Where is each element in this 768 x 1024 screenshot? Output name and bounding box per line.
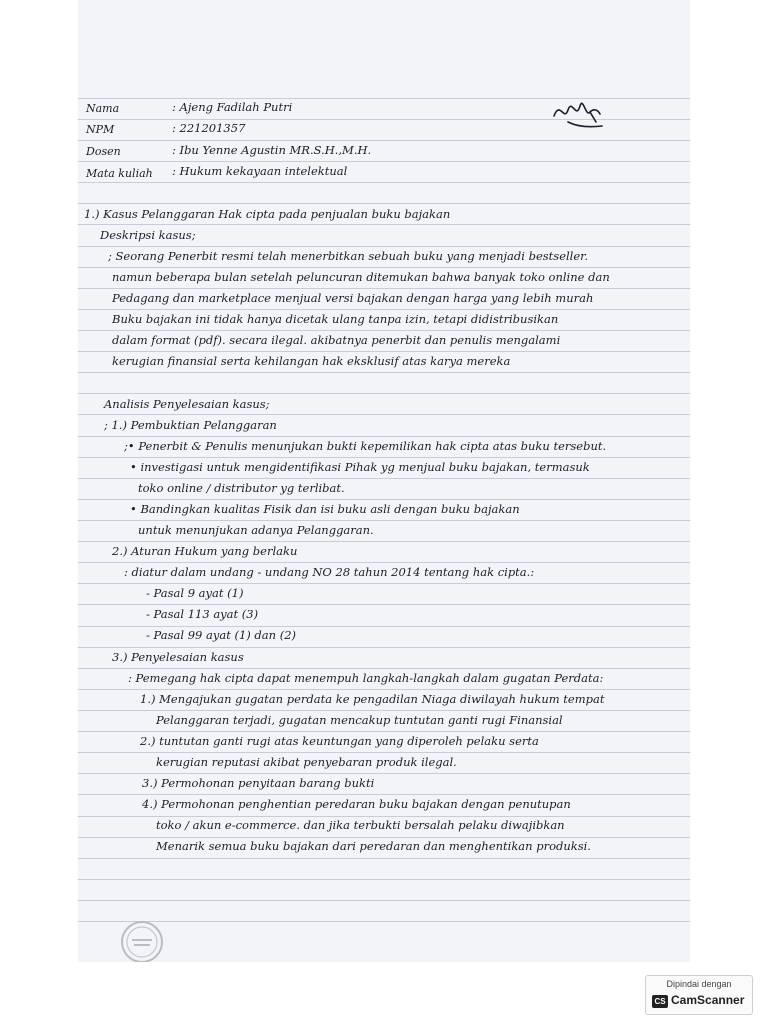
settlement-step: 3.) Permohonan penyitaan barang bukti	[142, 776, 375, 790]
ruled-line	[78, 794, 690, 795]
ruled-line	[78, 710, 690, 711]
settlement-step: 4.) Permohonan penghentian peredaran buku bajakan dengan penutupan	[142, 797, 571, 811]
analysis-item-heading: 2.) Aturan Hukum yang berlaku	[112, 544, 298, 558]
settlement-step: kerugian reputasi akibat penyebaran produk ilegal.	[156, 755, 457, 769]
ruled-line	[78, 837, 690, 838]
description-line: ; Seorang Penerbit resmi telah menerbitkan sebuah buku yang menjadi bestseller.	[108, 249, 589, 263]
npm-value: : 221201357	[172, 121, 246, 135]
ruled-line	[78, 689, 690, 690]
ruled-line	[78, 541, 690, 542]
nama-label: Nama	[86, 102, 120, 115]
settlement-step: 1.) Mengajukan gugatan perdata ke pengadilan Niaga diwilayah hukum tempat	[140, 692, 605, 706]
ruled-line	[78, 224, 690, 225]
ruled-line	[78, 161, 690, 162]
ruled-line	[78, 288, 690, 289]
ruled-line	[78, 921, 690, 922]
regulation-article: - Pasal 9 ayat (1)	[146, 586, 244, 600]
ruled-line	[78, 647, 690, 648]
signature	[550, 92, 608, 140]
settlement-line: : Pemegang hak cipta dapat menempuh langkah-langkah dalam gugatan Perdata:	[128, 671, 604, 685]
ruled-line	[78, 879, 690, 880]
regulation-line: : diatur dalam undang - undang NO 28 tahun 2014 tentang hak cipta.:	[124, 565, 535, 579]
regulation-article: - Pasal 113 ayat (3)	[146, 607, 259, 621]
ruled-line	[78, 626, 690, 627]
case-description-label: Deskripsi kasus;	[100, 228, 196, 242]
description-line: dalam format (pdf). secara ilegal. akibatnya penerbit dan penulis mengalami	[112, 333, 561, 347]
analysis-bullet: • Bandingkan kualitas Fisik dan isi buku asli dengan buku bajakan	[130, 502, 520, 516]
camscanner-icon: CS	[652, 995, 668, 1008]
dosen-label: Dosen	[86, 145, 121, 158]
description-line: Buku bajakan ini tidak hanya dicetak ulang tanpa izin, tetapi didistribusikan	[112, 312, 559, 326]
case-title: 1.) Kasus Pelanggaran Hak cipta pada penjualan buku bajakan	[84, 207, 451, 221]
ruled-line	[78, 499, 690, 500]
analysis-item-heading: 3.) Penyelesaian kasus	[112, 650, 244, 664]
ruled-line	[78, 478, 690, 479]
settlement-step: 2.) tuntutan ganti rugi atas keuntungan yang diperoleh pelaku serta	[140, 734, 539, 748]
ruled-line	[78, 858, 690, 859]
ruled-line	[78, 583, 690, 584]
ruled-line	[78, 604, 690, 605]
ruled-line	[78, 773, 690, 774]
dosen-value: : Ibu Yenne Agustin MR.S.H.,M.H.	[172, 143, 372, 157]
ruled-line	[78, 182, 690, 183]
regulation-article: - Pasal 99 ayat (1) dan (2)	[146, 628, 296, 642]
ruled-line	[78, 267, 690, 268]
settlement-step: Pelanggaran terjadi, gugatan mencakup tuntutan ganti rugi Finansial	[156, 713, 563, 727]
ruled-line	[78, 900, 690, 901]
ruled-line	[78, 203, 690, 204]
ruled-line	[78, 246, 690, 247]
scanner-watermark	[645, 975, 753, 1015]
ruled-line	[78, 140, 690, 141]
ruled-line	[78, 351, 690, 352]
ruled-line	[78, 816, 690, 817]
ruled-line	[78, 309, 690, 310]
scanner-name: CamScanner	[671, 993, 745, 1007]
analysis-bullet: toko online / distributor yg terlibat.	[138, 481, 345, 495]
scanner-caption: Dipindai dengan	[666, 979, 732, 989]
description-line: Pedagang dan marketplace menjual versi bajakan dengan harga yang lebih murah	[112, 291, 594, 305]
ruled-line	[78, 372, 690, 373]
mata-kuliah-label: Mata kuliah	[86, 167, 153, 180]
ruled-line	[78, 457, 690, 458]
ruled-line	[78, 731, 690, 732]
analysis-bullet: ;• Penerbit & Penulis menunjukan bukti kepemilikan hak cipta atas buku tersebut.	[124, 439, 607, 453]
notebook-page	[78, 0, 690, 962]
description-line: namun beberapa bulan setelah peluncuran ditemukan bahwa banyak toko online dan	[112, 270, 610, 284]
settlement-step: Menarik semua buku bajakan dari peredaran dan menghentikan produksi.	[156, 839, 591, 853]
nama-value: : Ajeng Fadilah Putri	[172, 100, 293, 114]
ruled-line	[78, 520, 690, 521]
analysis-bullet: • investigasi untuk mengidentifikasi Pihak yg menjual buku bajakan, termasuk	[130, 460, 590, 474]
mata-kuliah-value: : Hukum kekayaan intelektual	[172, 164, 348, 178]
ruled-line	[78, 752, 690, 753]
ruled-line	[78, 668, 690, 669]
analysis-item-heading: ; 1.) Pembuktian Pelanggaran	[104, 418, 277, 432]
notebook-brand-logo	[118, 918, 166, 962]
ruled-line	[78, 562, 690, 563]
npm-label: NPM	[86, 123, 115, 136]
ruled-line	[78, 414, 690, 415]
ruled-line	[78, 330, 690, 331]
description-line: kerugian finansial serta kehilangan hak eksklusif atas karya mereka	[112, 354, 511, 368]
settlement-step: toko / akun e-commerce. dan jika terbukti bersalah pelaku diwajibkan	[156, 818, 565, 832]
ruled-line	[78, 393, 690, 394]
ruled-line	[78, 436, 690, 437]
analysis-heading: Analisis Penyelesaian kasus;	[104, 397, 270, 411]
analysis-bullet: untuk menunjukan adanya Pelanggaran.	[138, 523, 374, 537]
